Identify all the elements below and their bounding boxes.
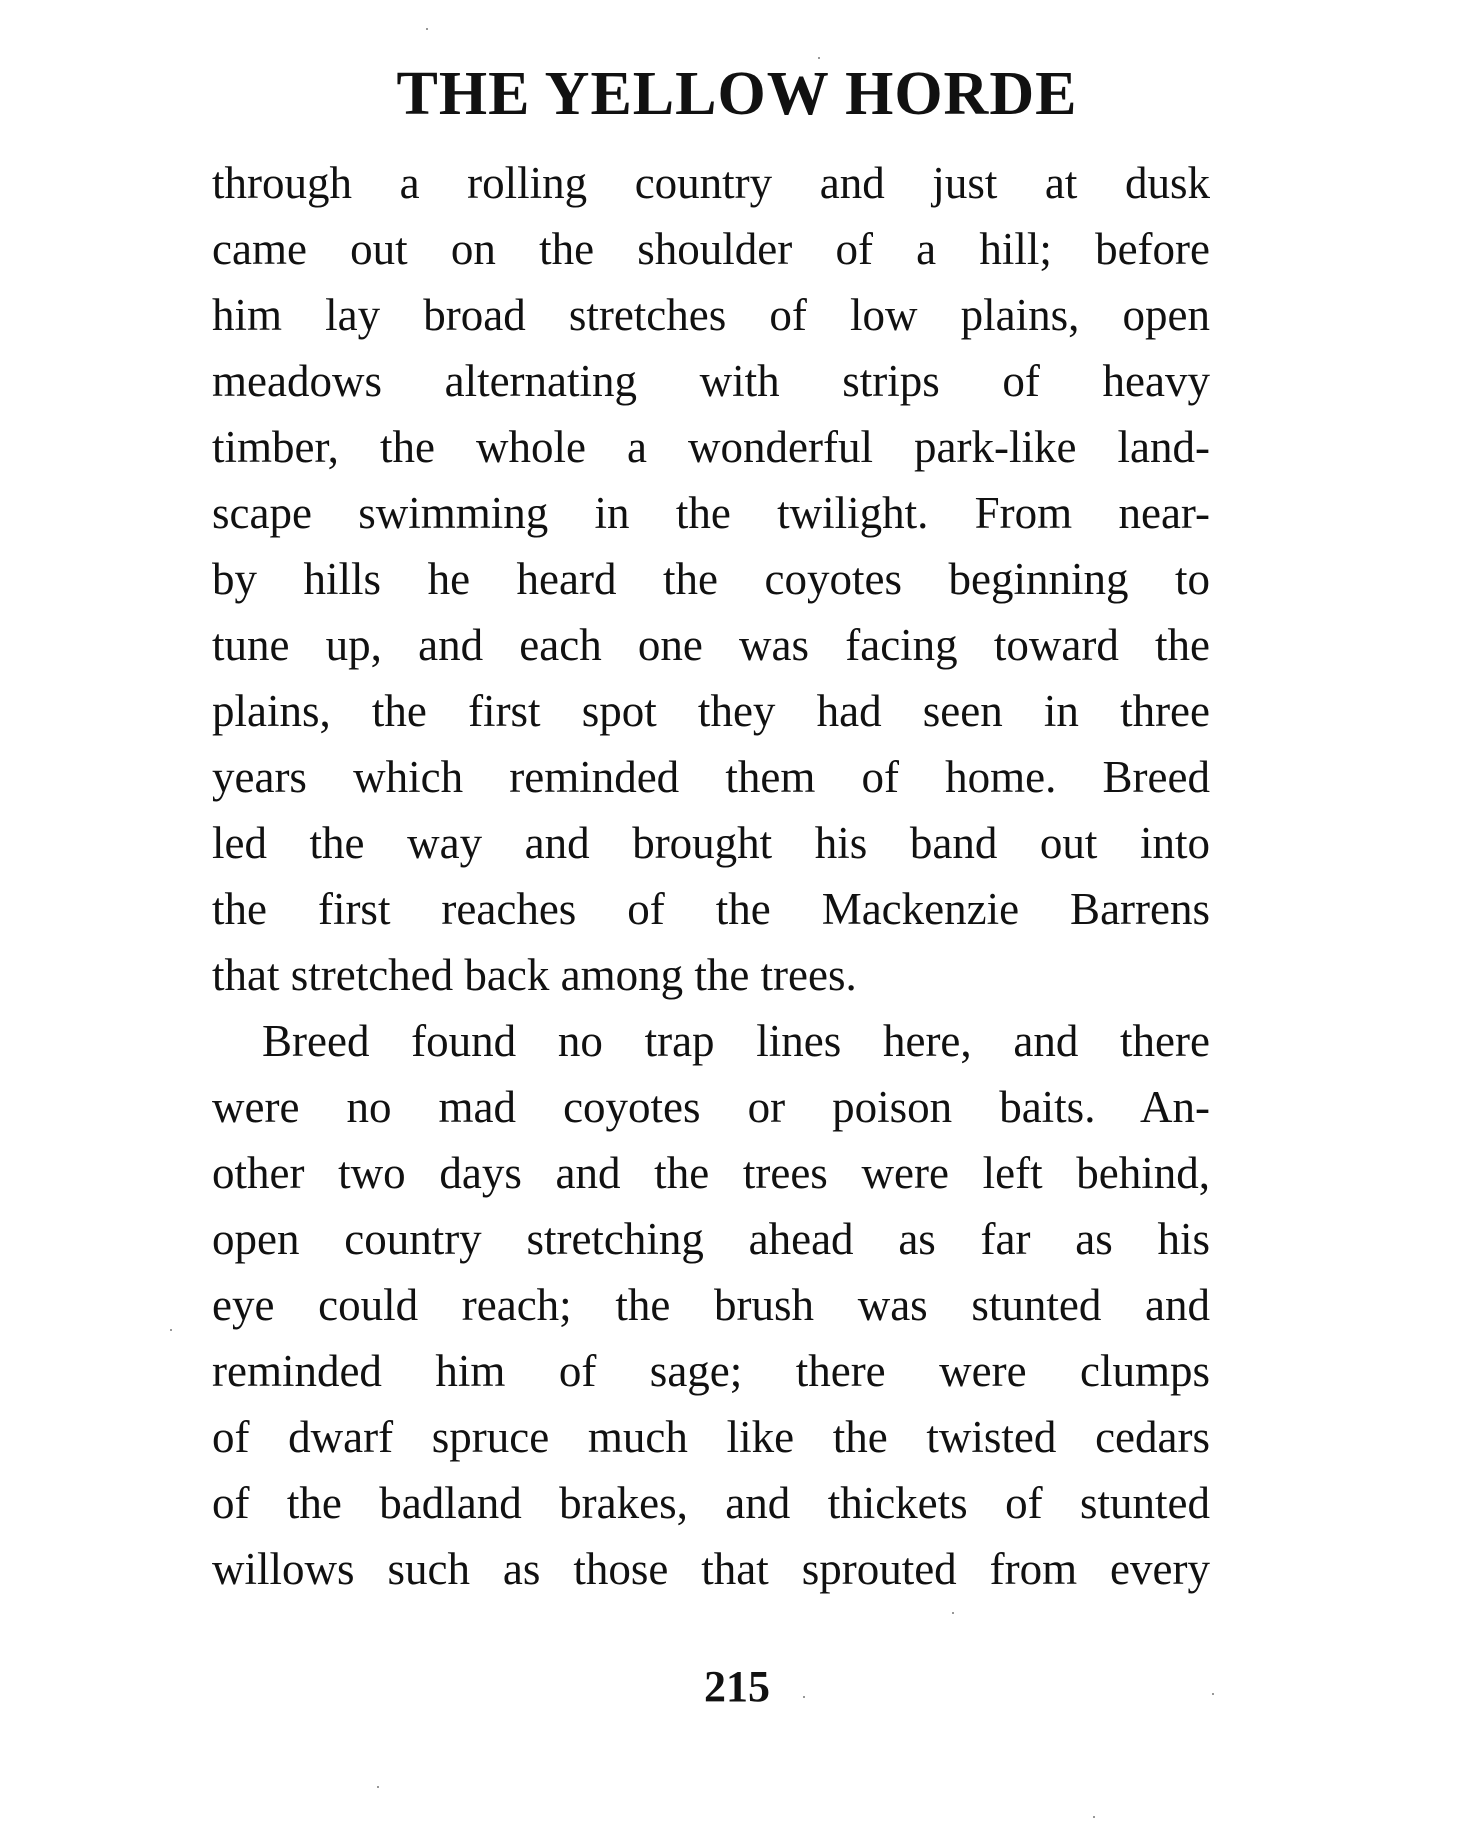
text-line: tune up, and each one was facing toward the <box>212 620 1210 670</box>
text-line: that stretched back among the trees. <box>212 950 857 1000</box>
scan-speck <box>952 1612 954 1614</box>
running-head: THE YELLOW HORDE <box>396 60 1078 128</box>
text-line: of dwarf spruce much like the twisted cedars <box>212 1412 1210 1462</box>
page-number: 215 <box>704 1662 770 1711</box>
text-line: eye could reach; the brush was stunted and <box>212 1280 1210 1330</box>
scan-speck <box>803 1696 805 1698</box>
scan-speck <box>377 1786 379 1788</box>
paragraph-2 <box>212 1008 1210 1602</box>
paragraph-1 <box>212 150 1210 1008</box>
text-line: scape swimming in the twilight. From near- <box>212 488 1210 538</box>
text-line: came out on the shoulder of a hill; before <box>212 224 1210 274</box>
text-line: plains, the first spot they had seen in three <box>212 686 1210 736</box>
text-line: other two days and the trees were left behind, <box>212 1148 1210 1198</box>
scan-speck <box>1212 1693 1214 1695</box>
text-line: the first reaches of the Mackenzie Barrens <box>212 884 1210 934</box>
text-line: years which reminded them of home. Breed <box>212 752 1210 802</box>
body-text <box>212 150 1210 1602</box>
scan-speck <box>818 57 820 59</box>
text-line: willows such as those that sprouted from every <box>212 1544 1210 1594</box>
text-line: led the way and brought his band out into <box>212 818 1210 868</box>
text-line: of the badland brakes, and thickets of stunted <box>212 1478 1210 1528</box>
text-line: him lay broad stretches of low plains, open <box>212 290 1210 340</box>
scan-speck <box>170 1329 172 1331</box>
text-line: by hills he heard the coyotes beginning to <box>212 554 1210 604</box>
scan-speck <box>426 28 428 30</box>
text-line: Breed found no trap lines here, and there <box>262 1016 1210 1066</box>
text-line: timber, the whole a wonderful park-like land- <box>212 422 1210 472</box>
text-line: were no mad coyotes or poison baits. An- <box>212 1082 1210 1132</box>
text-line: reminded him of sage; there were clumps <box>212 1346 1210 1396</box>
text-line: meadows alternating with strips of heavy <box>212 356 1210 406</box>
text-line: through a rolling country and just at dusk <box>212 158 1210 208</box>
scan-speck <box>1093 1816 1095 1818</box>
text-line: open country stretching ahead as far as his <box>212 1214 1210 1264</box>
